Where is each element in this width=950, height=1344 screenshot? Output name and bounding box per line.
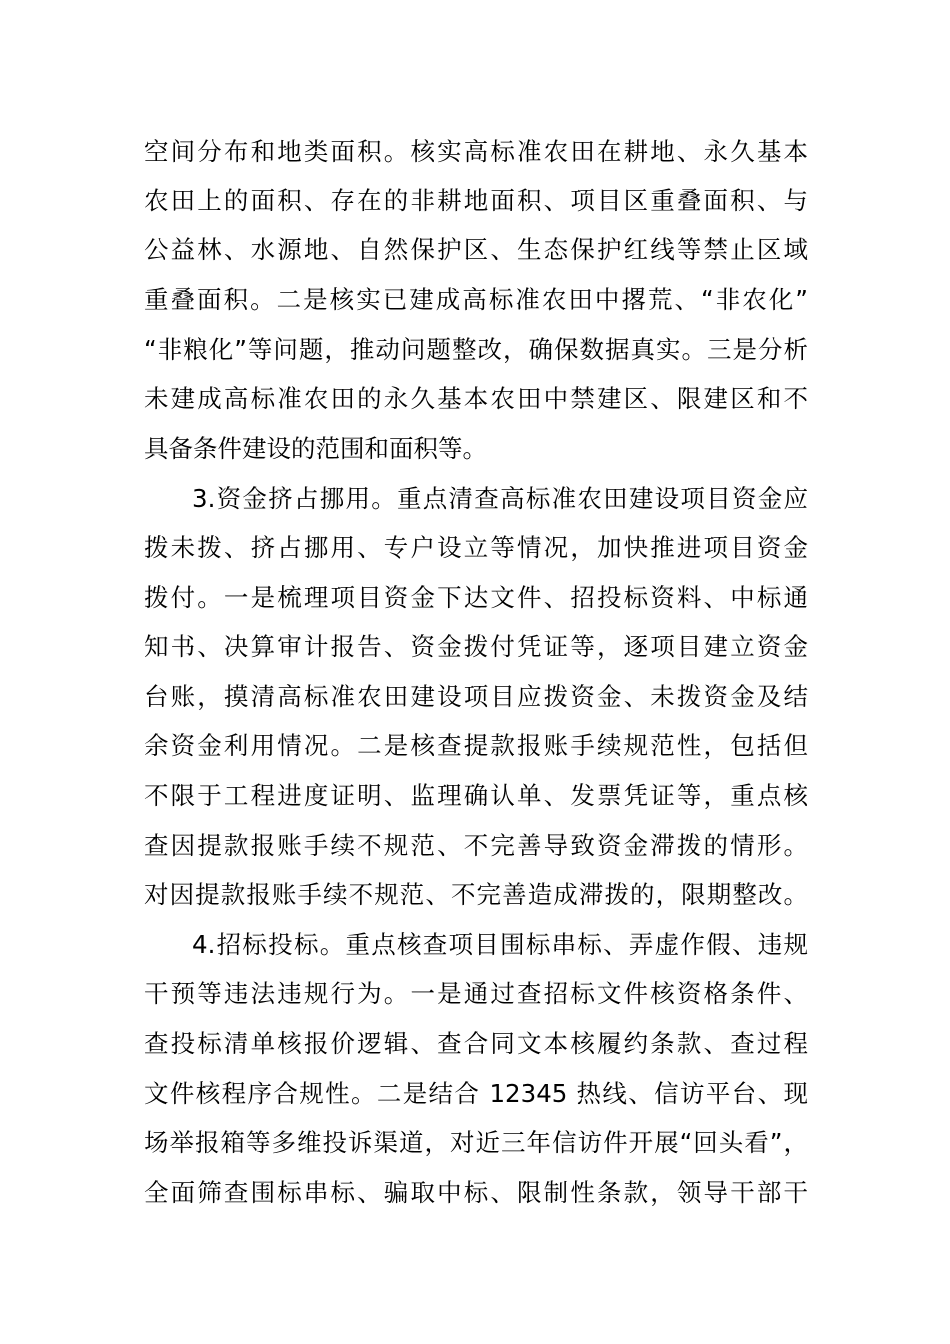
text-line: 不限于工程进度证明、监理确认单、发票凭证等，重点核 xyxy=(144,781,808,810)
text-line: 空间分布和地类面积。核实高标准农田在耕地、永久基本 xyxy=(144,137,808,166)
text-line: 重叠面积。二是核实已建成高标准农田中撂荒、“非农化” xyxy=(144,285,808,314)
text-line: 具备条件建设的范围和面积等。 xyxy=(144,434,487,463)
text-line: 余资金利用情况。二是核查提款报账手续规范性，包括但 xyxy=(144,731,808,760)
text-line: 农田上的面积、存在的非耕地面积、项目区重叠面积、与 xyxy=(144,186,808,215)
text-line: “非粮化”等问题，推动问题整改，确保数据真实。三是分析 xyxy=(144,335,808,364)
section-heading-line: 4.招标投标。重点核查项目围标串标、弄虚作假、违规 xyxy=(192,930,808,959)
text-line: 文件核程序合规性。二是结合 12345 热线、信访平台、现 xyxy=(144,1079,808,1108)
text-line: 台账，摸清高标准农田建设项目应拨资金、未拨资金及结 xyxy=(144,682,808,711)
text-line: 拨付。一是梳理项目资金下达文件、招投标资料、中标通 xyxy=(144,583,808,612)
text-line: 拨未拨、挤占挪用、专户设立等情况，加快推进项目资金 xyxy=(144,533,808,562)
text-line: 未建成高标准农田的永久基本农田中禁建区、限建区和不 xyxy=(144,384,808,413)
text-line: 对因提款报账手续不规范、不完善造成滞拨的，限期整改。 xyxy=(144,880,808,909)
text-line: 全面筛查围标串标、骗取中标、限制性条款，领导干部干 xyxy=(144,1178,808,1207)
section-heading-line: 3.资金挤占挪用。重点清查高标准农田建设项目资金应 xyxy=(192,484,808,513)
text-line: 干预等违法违规行为。一是通过查招标文件核资格条件、 xyxy=(144,979,808,1008)
text-line: 场举报箱等多维投诉渠道，对近三年信访件开展“回头看”， xyxy=(144,1128,808,1157)
text-line: 公益林、水源地、自然保护区、生态保护红线等禁止区域 xyxy=(144,235,808,264)
text-line: 查因提款报账手续不规范、不完善导致资金滞拨的情形。 xyxy=(144,831,808,860)
text-line: 查投标清单核报价逻辑、查合同文本核履约条款、查过程 xyxy=(144,1029,808,1058)
text-line: 知书、决算审计报告、资金拨付凭证等，逐项目建立资金 xyxy=(144,632,808,661)
